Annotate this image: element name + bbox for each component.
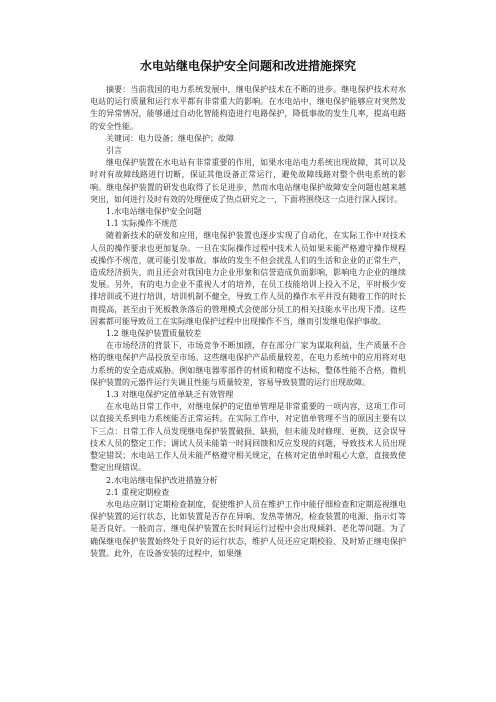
- section-1-3-heading: 1.3 对继电保护定值单缺乏有效管理: [106, 390, 234, 400]
- section-2-1-paragraph: 水电站应制订定期检查制度，促使维护人员在维护工作中能仔细检查和定期巡视继电保护装置的运行状态，比如装置是否存在异响、发热等情况，检查装置的电源、指示灯等是否良好。一般而言，继电保护装置在长时间运行过程中会出现倾斜、老化等问题。为了确保继电保护装置始终处于良好的运行状态，维护人员还应定期校验、及时矫正继电保护装置。此外，在设备安装的过程中，如果继: [90, 499, 406, 558]
- section-2-heading: 2.水电站继电保护改进措施分析: [106, 475, 218, 485]
- section-1-2-heading: 1.2 继电保护装置质量较差: [106, 329, 202, 339]
- document-title: 水电站继电保护安全问题和改进措施探究: [139, 59, 356, 73]
- section-1-1-paragraph: 随着新技术的研发和应用，继电保护装置也逐步实现了自动化，在实际工作中对技术人员的操作要求也更加复杂。一旦在实际操作过程中技术人员如果未能严格遵守操作规程或操作不规范，就可能引发事故。事故的发生不但会扰乱人们的生活和企业的正常生产，造成经济损失，而且还会对我国电力企业形象和信誉造成负面影响，影响电力企业的继续发展。另外，有的电力企业不重视人才的培养，在员工技能培训上投入不足，平时极少安排培训或不进行培训，培训机制不健全，导致工作人员的操作水平并没有随着工作的时长而提高，甚至由于死板教条落后的管理模式会使部分员工的相关技能水平出现下滑。这些因素都可能导致员工在实际继电保护过程中出现操作不当，继而引发继电保护事故。: [90, 231, 406, 326]
- section-2-1-heading: 2.1 重视定期检查: [106, 487, 170, 497]
- intro-heading: 引言: [106, 146, 122, 156]
- intro-paragraph: 继电保护装置在水电站有非常重要的作用，如果水电站电力系统出现故障，其可以及时对有故障线路进行切断，保证其他设备正常运行，避免故障线路对整个供电系统的影响。继电保护装置的研发也取得了长足进步，然而水电站继电保护故障安全问题也越来越突出，如何进行及时有效的处理便成了热点研究之一，下面将围绕这一点进行深入探讨。: [90, 158, 406, 204]
- section-1-heading: 1.水电站继电保护安全问题: [106, 207, 202, 217]
- abstract-paragraph: 摘要：当前我国的电力系统发展中，继电保护技术在不断的进步。继电保护技术对水电站的运行质量和运行水平都有非常重大的影响。在水电站中，继电保护能够应对突然发生的异常情况，能够通过自动化智能构造进行电路保护，降低事故的发生几率，提高电路的安全性能。: [90, 85, 406, 131]
- keywords-line: 关键词：电力设备；继电保护；故障: [106, 133, 234, 143]
- section-1-2-paragraph: 在市场经济的背景下，市场竞争不断加剧，存在部分厂家为谋取利益，生产质量不合格的继电保护产品投放至市场。这些继电保护产品质量较差，在电力系统中的应用将对电力系统的安全造成威胁。例如继电器零部件的材质和精度不达标，整体性能不合格，微机保护装置的元器件运行失调且性能与质量较差，容易导致装置的运行出现故障。: [90, 341, 406, 387]
- section-1-3-paragraph: 在水电站日常工作中，对继电保护的定值单管理是非常重要的一项内容，这项工作可以直接关系到电力系统能否正常运转。在实际工作中，对定值单管理不当的原因主要有以下三点：日常工作人员发现继电保护装置破损、缺损，但未能及时修理、更换，这会误导技术人员的整定工作；调试人员未能第一时间回馈和反应发现的问题，导致技术人员出现整定错误；水电站工作人员未能严格遵守相关规定，在核对定值单时粗心大意，直接致使整定出现错误。: [90, 402, 406, 473]
- section-1-1-heading: 1.1 实际操作不规范: [106, 219, 178, 229]
